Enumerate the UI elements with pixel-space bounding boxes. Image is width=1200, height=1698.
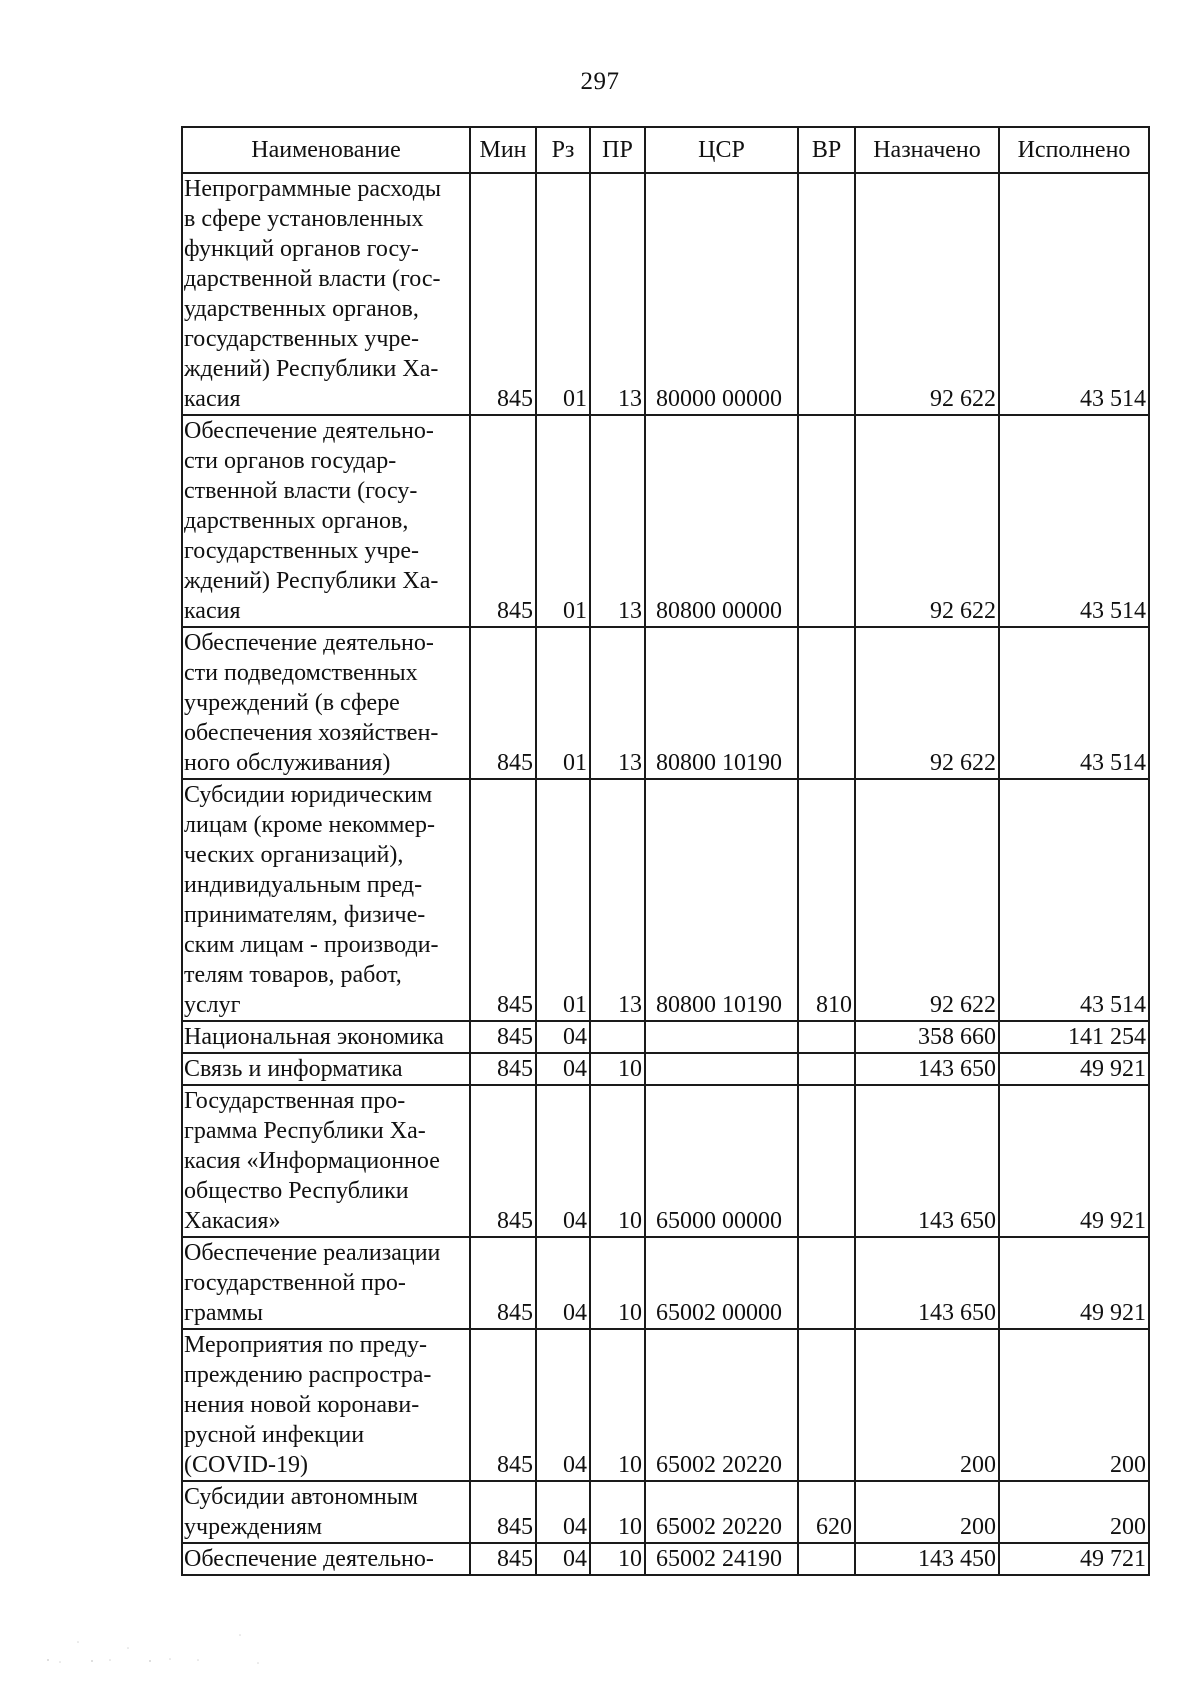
cell-vr [798, 1021, 855, 1053]
cell-name-line: принимателям, физиче- [184, 902, 426, 928]
cell-executed: 49 921 [999, 1053, 1149, 1085]
cell-name-line: Субсидии юридическим [184, 782, 433, 808]
table-row [182, 1329, 1149, 1481]
cell-rz: 04 [536, 1237, 590, 1329]
cell-name-line: грамма Республики Ха- [184, 1118, 426, 1144]
cell-vr [798, 627, 855, 779]
cell-executed: 49 921 [999, 1237, 1149, 1329]
table-body [182, 173, 1149, 1575]
header-min: Мин [470, 127, 536, 173]
cell-name [182, 1085, 470, 1237]
table-row [182, 415, 1149, 627]
cell-csr [645, 1053, 798, 1085]
header-csr: ЦСР [645, 127, 798, 173]
cell-pr [590, 1021, 645, 1053]
cell-assigned: 143 650 [855, 1085, 999, 1237]
cell-executed: 43 514 [999, 627, 1149, 779]
cell-csr: 80800 00000 [645, 415, 798, 627]
cell-name [182, 1329, 470, 1481]
cell-name-line: ческих организаций), [184, 842, 404, 868]
cell-pr: 13 [590, 415, 645, 627]
cell-assigned: 92 622 [855, 173, 999, 415]
table-row [182, 1237, 1149, 1329]
cell-executed: 200 [999, 1481, 1149, 1543]
cell-assigned: 92 622 [855, 627, 999, 779]
cell-name-line: сти подведомственных [184, 660, 418, 686]
cell-csr: 80800 10190 [645, 779, 798, 1021]
cell-csr: 65002 24190 [645, 1543, 798, 1575]
cell-rz: 04 [536, 1329, 590, 1481]
cell-name-line: Обеспечение реализации [184, 1240, 441, 1266]
cell-vr [798, 1085, 855, 1237]
cell-name [182, 1481, 470, 1543]
cell-csr [645, 1021, 798, 1053]
cell-pr: 13 [590, 173, 645, 415]
cell-name-line: лицам (кроме некоммер- [184, 812, 436, 838]
cell-name-line: индивидуальным пред- [184, 872, 423, 898]
cell-name-line: учреждениям [184, 1514, 323, 1540]
cell-rz: 01 [536, 627, 590, 779]
cell-csr: 65002 20220 [645, 1481, 798, 1543]
cell-name [182, 1053, 470, 1085]
cell-vr [798, 1543, 855, 1575]
cell-name-line: учреждений (в сфере [184, 690, 400, 716]
header-name: Наименование [182, 127, 470, 173]
cell-name [182, 779, 470, 1021]
cell-assigned: 358 660 [855, 1021, 999, 1053]
cell-executed: 49 721 [999, 1543, 1149, 1575]
cell-name-line: Субсидии автономным [184, 1484, 418, 1510]
table-row [182, 1085, 1149, 1237]
table-row [182, 1543, 1149, 1575]
cell-executed: 200 [999, 1329, 1149, 1481]
cell-name-line: сти органов государ- [184, 448, 397, 474]
header-pr: ПР [590, 127, 645, 173]
cell-assigned: 200 [855, 1329, 999, 1481]
cell-pr: 13 [590, 627, 645, 779]
cell-assigned: 143 650 [855, 1237, 999, 1329]
cell-rz: 04 [536, 1053, 590, 1085]
cell-pr: 10 [590, 1543, 645, 1575]
cell-name-line: функций органов госу- [184, 236, 419, 262]
cell-executed: 43 514 [999, 173, 1149, 415]
cell-executed: 43 514 [999, 415, 1149, 627]
cell-name [182, 627, 470, 779]
cell-assigned: 92 622 [855, 779, 999, 1021]
cell-name-line: ственной власти (госу- [184, 478, 418, 504]
cell-pr: 10 [590, 1481, 645, 1543]
cell-assigned: 92 622 [855, 415, 999, 627]
cell-name-line: государственной про- [184, 1270, 406, 1296]
cell-vr: 810 [798, 779, 855, 1021]
cell-name-line: услуг [184, 992, 241, 1018]
cell-name-line: ским лицам - производи- [184, 932, 439, 958]
cell-name-line: Мероприятия по преду- [184, 1332, 427, 1358]
cell-name-line: государственных учре- [184, 538, 420, 564]
cell-name-line: граммы [184, 1300, 263, 1326]
cell-min: 845 [470, 173, 536, 415]
cell-rz: 01 [536, 173, 590, 415]
cell-name-line: ударственных органов, [184, 296, 419, 322]
cell-pr: 10 [590, 1237, 645, 1329]
header-vr: ВР [798, 127, 855, 173]
table-header-row [182, 127, 1149, 173]
cell-name-line: ждений) Республики Ха- [184, 356, 439, 382]
cell-name-line: Государственная про- [184, 1088, 406, 1114]
table-row [182, 627, 1149, 779]
cell-name-line: касия [184, 598, 241, 624]
cell-name-line: в сфере установленных [184, 206, 424, 232]
cell-csr: 65002 00000 [645, 1237, 798, 1329]
cell-min: 845 [470, 415, 536, 627]
cell-name-line: Обеспечение деятельно- [184, 418, 434, 444]
cell-name-line: (COVID-19) [184, 1452, 308, 1478]
cell-assigned: 143 450 [855, 1543, 999, 1575]
cell-name [182, 1021, 470, 1053]
cell-vr [798, 1329, 855, 1481]
cell-vr [798, 173, 855, 415]
cell-name-line: обеспечения хозяйствен- [184, 720, 439, 746]
cell-pr: 10 [590, 1053, 645, 1085]
cell-min: 845 [470, 1053, 536, 1085]
cell-vr: 620 [798, 1481, 855, 1543]
table-row [182, 1021, 1149, 1053]
cell-rz: 04 [536, 1085, 590, 1237]
cell-pr: 10 [590, 1085, 645, 1237]
cell-min: 845 [470, 1237, 536, 1329]
cell-vr [798, 1237, 855, 1329]
cell-vr [798, 1053, 855, 1085]
cell-rz: 04 [536, 1021, 590, 1053]
cell-name-line: нения новой коронави- [184, 1392, 420, 1418]
cell-min: 845 [470, 1329, 536, 1481]
header-assigned: Назначено [855, 127, 999, 173]
cell-name-line: государственных учре- [184, 326, 420, 352]
cell-name-line: ждений) Республики Ха- [184, 568, 439, 594]
cell-min: 845 [470, 1481, 536, 1543]
cell-min: 845 [470, 1543, 536, 1575]
cell-name [182, 173, 470, 415]
cell-min: 845 [470, 627, 536, 779]
cell-name-line: Обеспечение деятельно- [184, 630, 434, 656]
cell-min: 845 [470, 779, 536, 1021]
cell-name [182, 1237, 470, 1329]
cell-pr: 10 [590, 1329, 645, 1481]
cell-assigned: 143 650 [855, 1053, 999, 1085]
cell-rz: 01 [536, 779, 590, 1021]
cell-vr [798, 415, 855, 627]
cell-assigned: 200 [855, 1481, 999, 1543]
budget-table [181, 126, 1150, 1576]
cell-name-line: преждению распростра- [184, 1362, 432, 1388]
cell-name-line: касия [184, 386, 241, 412]
cell-name-line: ного обслуживания) [184, 750, 391, 776]
page-number: 297 [580, 68, 620, 95]
table-row [182, 1481, 1149, 1543]
cell-name-line: Обеспечение деятельно- [184, 1546, 434, 1572]
cell-csr: 65002 20220 [645, 1329, 798, 1481]
cell-csr: 80000 00000 [645, 173, 798, 415]
cell-min: 845 [470, 1021, 536, 1053]
table-row [182, 173, 1149, 415]
cell-csr: 80800 10190 [645, 627, 798, 779]
table-row [182, 1053, 1149, 1085]
cell-name-line: русной инфекции [184, 1422, 365, 1448]
cell-executed: 141 254 [999, 1021, 1149, 1053]
cell-name [182, 415, 470, 627]
cell-csr: 65000 00000 [645, 1085, 798, 1237]
cell-name-line: Связь и информатика [184, 1056, 403, 1082]
cell-name-line: Хакасия» [184, 1208, 281, 1234]
header-rz: Рз [536, 127, 590, 173]
scan-noise [40, 1630, 270, 1670]
cell-min: 845 [470, 1085, 536, 1237]
cell-name-line: телям товаров, работ, [184, 962, 402, 988]
header-executed: Исполнено [999, 127, 1149, 173]
cell-name-line: дарственной власти (гос- [184, 266, 441, 292]
cell-executed: 43 514 [999, 779, 1149, 1021]
cell-name-line: дарственных органов, [184, 508, 409, 534]
cell-pr: 13 [590, 779, 645, 1021]
cell-executed: 49 921 [999, 1085, 1149, 1237]
cell-name-line: касия «Информационное [184, 1148, 440, 1174]
cell-name-line: Национальная экономика [184, 1024, 444, 1050]
cell-name-line: Непрограммные расходы [184, 176, 442, 202]
cell-rz: 04 [536, 1543, 590, 1575]
cell-rz: 01 [536, 415, 590, 627]
cell-name [182, 1543, 470, 1575]
cell-name-line: общество Республики [184, 1178, 409, 1204]
table-row [182, 779, 1149, 1021]
cell-rz: 04 [536, 1481, 590, 1543]
